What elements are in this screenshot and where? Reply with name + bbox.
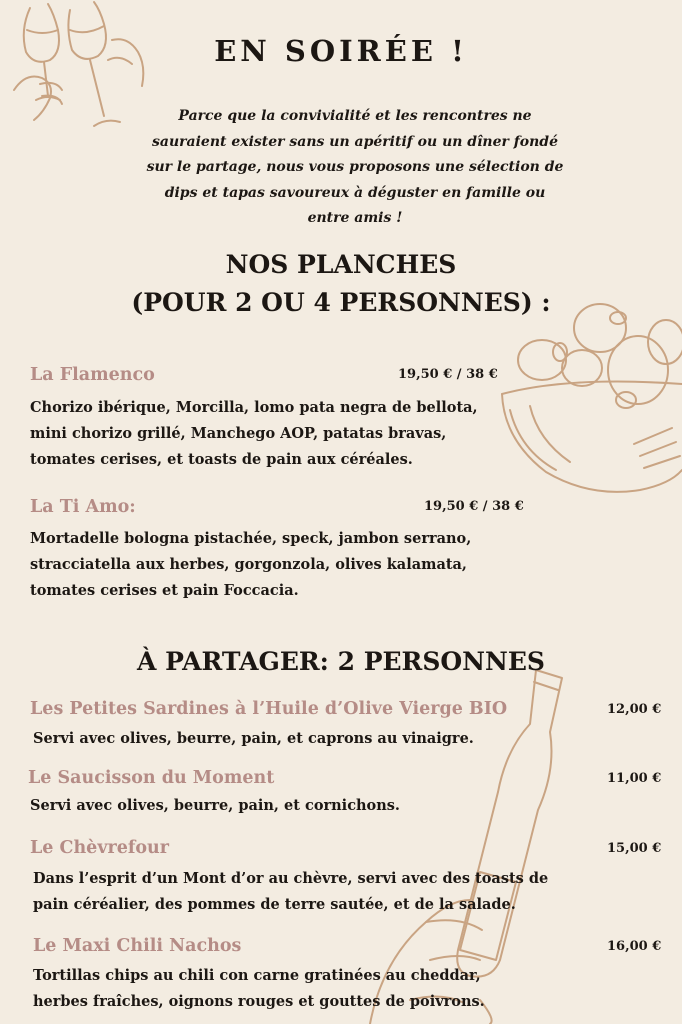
item-price-nachos: 16,00 € (607, 939, 662, 954)
item-name-nachos: Le Maxi Chili Nachos (33, 936, 242, 956)
description-line: tomates cerises, et toasts de pain aux céréales. (30, 451, 413, 468)
heading-line: (POUR 2 OU 4 PERSONNES) : (131, 288, 551, 317)
description-line: Servi avec olives, beurre, pain, et cornichons. (30, 797, 400, 814)
olive-bowl-icon (490, 290, 682, 520)
item-description-flamenco (30, 395, 478, 473)
description-line: stracciatella aux herbes, gorgonzola, olives kalamata, (30, 556, 467, 573)
heading-line: NOS PLANCHES (225, 250, 457, 279)
description-line: Tortillas chips au chili con carne gratinées au cheddar, (33, 967, 481, 984)
intro-line: sur le partage, nous vous proposons une sélection de (146, 159, 564, 175)
description-line: Chorizo ibérique, Morcilla, lomo pata negra de bellota, (30, 399, 478, 416)
intro-line: dips et tapas savoureux à déguster en famille ou (164, 184, 546, 201)
item-name-chevrefour: Le Chèvrefour (30, 838, 169, 858)
description-line: Mortadelle bologna pistachée, speck, jambon serrano, (30, 530, 472, 547)
item-price-ti-amo: 19,50 € / 38 € (424, 499, 524, 514)
intro-text (140, 104, 570, 232)
item-name-saucisson: Le Saucisson du Moment (28, 768, 275, 788)
item-price-flamenco: 19,50 € / 38 € (398, 367, 498, 382)
description-line: herbes fraîches, oignons rouges et gouttes de poivrons. (33, 993, 485, 1010)
wine-toast-icon (0, 0, 150, 150)
item-description-chevrefour (33, 866, 548, 918)
intro-line: sauraient exister sans un apéritif ou un dîner fondé (152, 133, 558, 150)
section-heading-partager: À PARTAGER: 2 PERSONNES (137, 647, 545, 676)
description-line: Dans l’esprit d’un Mont d’or au chèvre, servi avec des toasts de (33, 870, 549, 887)
description-line: mini chorizo grillé, Manchego AOP, patatas bravas, (30, 425, 447, 442)
item-price-sardines: 12,00 € (607, 702, 662, 717)
page-title: EN SOIRÉE ! (214, 34, 468, 68)
item-price-chevrefour: 15,00 € (607, 841, 662, 856)
item-description-saucisson (30, 793, 400, 819)
item-description-sardines (33, 726, 474, 752)
item-name-sardines: Les Petites Sardines à l’Huile d’Olive Vierge BIO (30, 699, 508, 719)
item-name-flamenco: La Flamenco (30, 365, 155, 385)
description-line: Servi avec olives, beurre, pain, et caprons au vinaigre. (33, 730, 474, 747)
description-line: pain céréalier, des pommes de terre sautée, et de la salade. (33, 896, 516, 913)
intro-line: Parce que la convivialité et les rencontres ne (178, 108, 532, 124)
item-description-nachos (33, 963, 485, 1015)
item-name-ti-amo: La Ti Amo: (30, 497, 136, 517)
item-description-ti-amo (30, 526, 471, 604)
item-price-saucisson: 11,00 € (607, 771, 662, 786)
description-line: tomates cerises et pain Foccacia. (30, 582, 299, 599)
intro-line: entre amis ! (307, 210, 403, 226)
section-heading-planches (0, 246, 682, 322)
